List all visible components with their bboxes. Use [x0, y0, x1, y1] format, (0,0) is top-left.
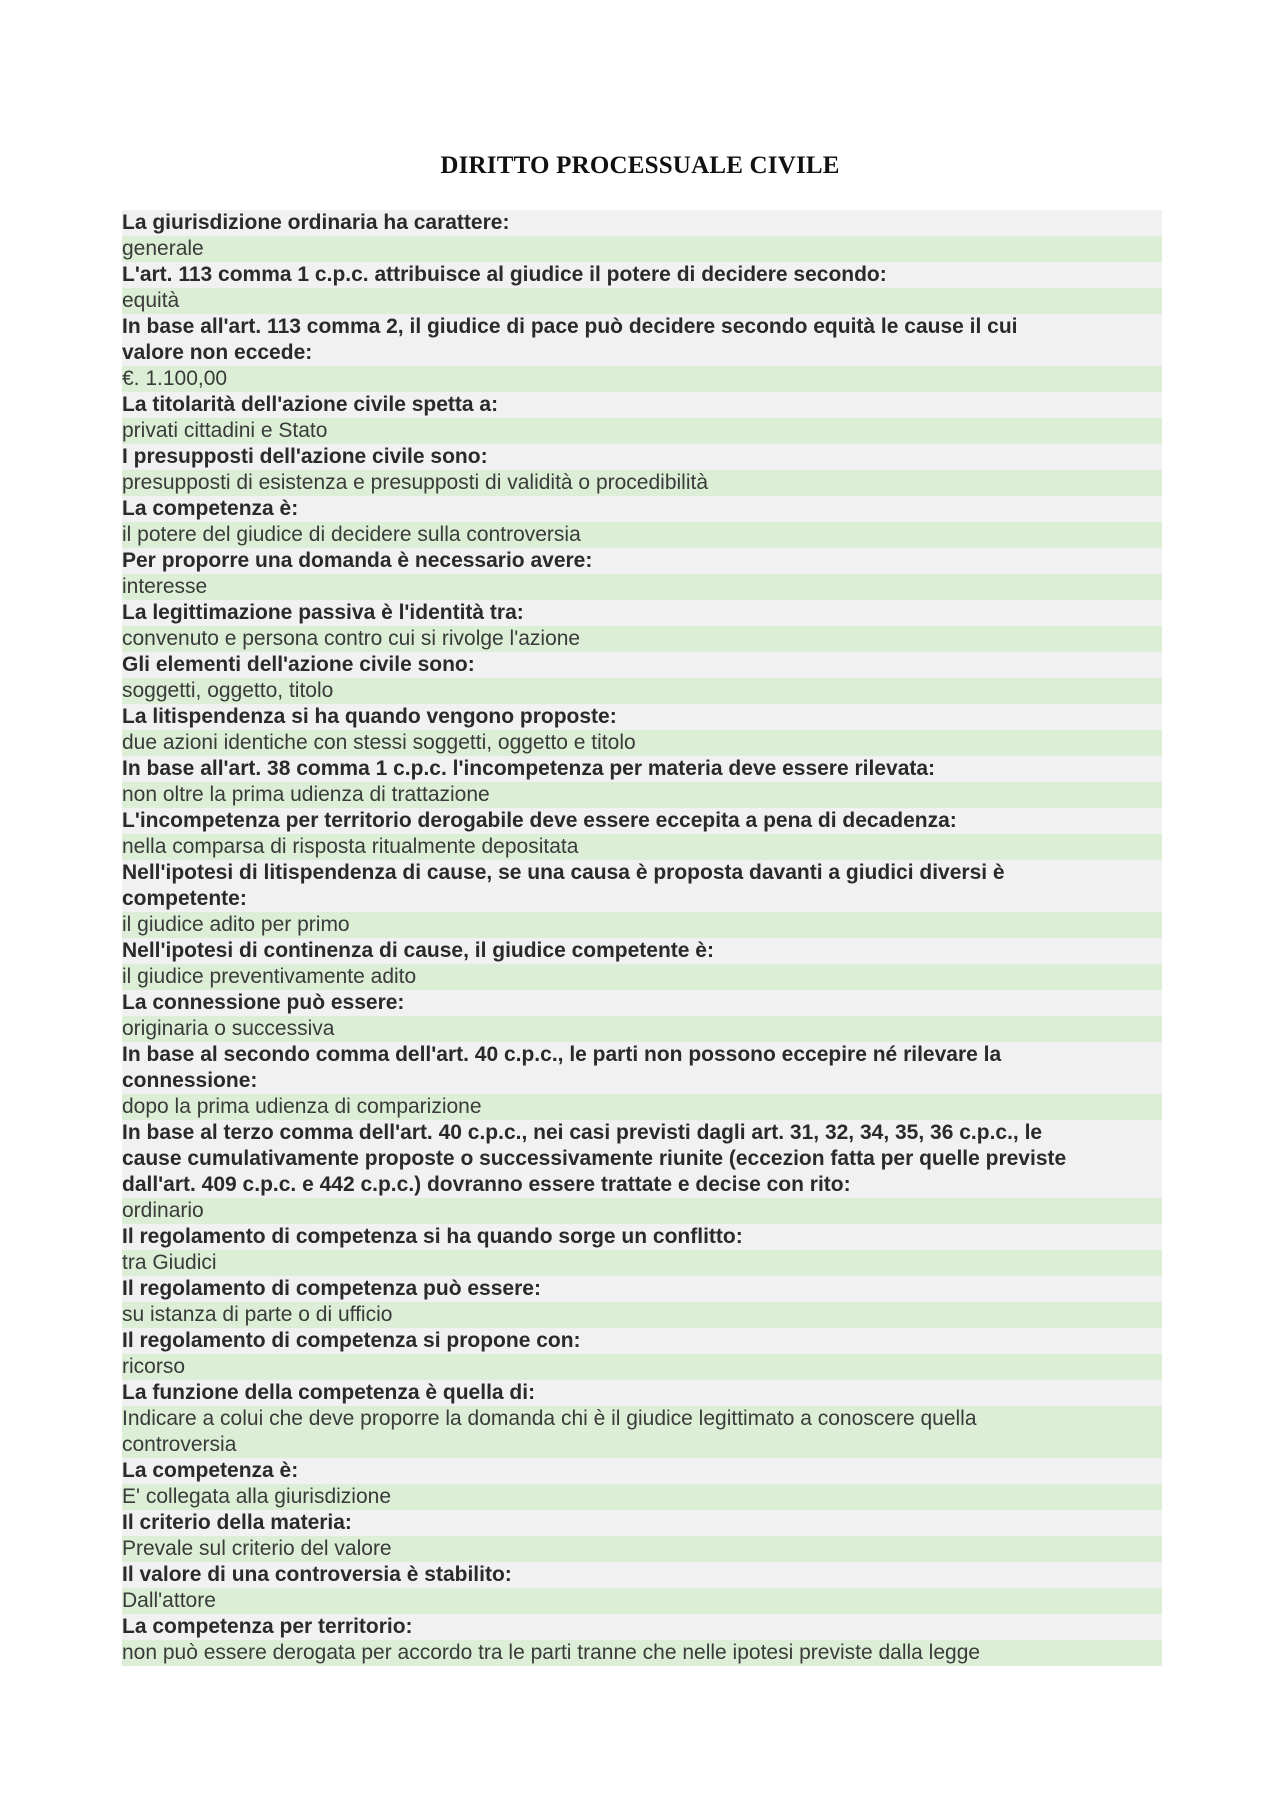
question-text: Il criterio della materia:	[122, 1511, 352, 1534]
answer-text: due azioni identiche con stessi soggetti, oggetto e titolo	[122, 731, 636, 754]
answer	[122, 522, 1162, 548]
question-text: competente:	[122, 887, 247, 910]
answer	[122, 626, 1162, 652]
question	[122, 600, 1162, 626]
qa-item	[122, 990, 1162, 1042]
question-text: La titolarità dell'azione civile spetta a:	[122, 393, 499, 416]
question-text: L'art. 113 comma 1 c.p.c. attribuisce al giudice il potere di decidere secondo:	[122, 263, 887, 286]
question	[122, 652, 1162, 678]
qa-item	[122, 1510, 1162, 1562]
question-text: valore non eccede:	[122, 341, 313, 364]
question	[122, 262, 1162, 288]
answer	[122, 470, 1162, 496]
answer-text: privati cittadini e Stato	[122, 419, 328, 442]
question	[122, 392, 1162, 418]
question	[122, 1224, 1162, 1250]
answer	[122, 912, 1162, 938]
answer-text: E' collegata alla giurisdizione	[122, 1485, 392, 1508]
answer-text: nella comparsa di risposta ritualmente depositata	[122, 835, 579, 858]
answer	[122, 1406, 1162, 1458]
answer	[122, 1588, 1162, 1614]
question-text: L'incompetenza per territorio derogabile deve essere eccepita a pena di decadenza:	[122, 809, 957, 832]
question-text: Nell'ipotesi di litispendenza di cause, se una causa è proposta davanti a giudici diversi è	[122, 861, 1005, 884]
answer-text: originaria o successiva	[122, 1017, 335, 1040]
answer-text: Dall'attore	[122, 1589, 216, 1612]
answer-text: ordinario	[122, 1199, 204, 1222]
answer-text: il giudice adito per primo	[122, 913, 350, 936]
answer-text: presupposti di esistenza e presupposti di validità o procedibilità	[122, 471, 709, 494]
qa-item	[122, 1380, 1162, 1458]
answer-text: non può essere derogata per accordo tra le parti tranne che nelle ipotesi previste dalla legge	[122, 1641, 981, 1664]
question-text: La giurisdizione ordinaria ha carattere:	[122, 211, 510, 234]
question	[122, 314, 1162, 366]
qa-item	[122, 1224, 1162, 1276]
qa-item	[122, 808, 1162, 860]
question-text: cause cumulativamente proposte o successivamente riunite (eccezion fatta per quelle previste	[122, 1147, 1067, 1170]
answer-text: non oltre la prima udienza di trattazione	[122, 783, 490, 806]
answer-text: ricorso	[122, 1355, 186, 1378]
question-text: Il regolamento di competenza si ha quando sorge un conflitto:	[122, 1225, 743, 1248]
question-text: Il valore di una controversia è stabilito:	[122, 1563, 512, 1586]
answer	[122, 236, 1162, 262]
answer-text: Indicare a colui che deve proporre la domanda chi è il giudice legittimato a conoscere quella	[122, 1407, 977, 1430]
question	[122, 548, 1162, 574]
question-text: In base all'art. 113 comma 2, il giudice di pace può decidere secondo equità le cause il cui	[122, 315, 1018, 338]
qa-item	[122, 1458, 1162, 1510]
qa-item	[122, 210, 1162, 262]
qa-item	[122, 548, 1162, 600]
question	[122, 1120, 1162, 1198]
question	[122, 444, 1162, 470]
qa-item	[122, 1276, 1162, 1328]
question-text: La legittimazione passiva è l'identità tra:	[122, 601, 524, 624]
question-text: La litispendenza si ha quando vengono proposte:	[122, 705, 617, 728]
answer	[122, 1198, 1162, 1224]
qa-item	[122, 1328, 1162, 1380]
answer	[122, 678, 1162, 704]
question-text: In base al terzo comma dell'art. 40 c.p.c., nei casi previsti dagli art. 31, 32, 34, 35, 36 c.p.c., le	[122, 1121, 1043, 1144]
answer-text: Prevale sul criterio del valore	[122, 1537, 392, 1560]
answer	[122, 1302, 1162, 1328]
answer-text: su istanza di parte o di ufficio	[122, 1303, 393, 1326]
answer-text: tra Giudici	[122, 1251, 217, 1274]
answer-text: controversia	[122, 1433, 237, 1456]
question-text: Il regolamento di competenza si propone con:	[122, 1329, 581, 1352]
question	[122, 704, 1162, 730]
question	[122, 990, 1162, 1016]
question	[122, 1562, 1162, 1588]
answer	[122, 782, 1162, 808]
answer	[122, 1640, 1162, 1666]
answer-text: equità	[122, 289, 180, 312]
page-title: DIRITTO PROCESSUALE CIVILE	[440, 152, 840, 179]
qa-item	[122, 262, 1162, 314]
question-text: Per proporre una domanda è necessario avere:	[122, 549, 593, 572]
answer-text: dopo la prima udienza di comparizione	[122, 1095, 482, 1118]
answer	[122, 574, 1162, 600]
question	[122, 1510, 1162, 1536]
answer-text: soggetti, oggetto, titolo	[122, 679, 334, 702]
answer	[122, 1016, 1162, 1042]
question-text: La competenza è:	[122, 497, 299, 520]
question	[122, 496, 1162, 522]
question-text: Il regolamento di competenza può essere:	[122, 1277, 541, 1300]
question-text: I presupposti dell'azione civile sono:	[122, 445, 488, 468]
qa-item	[122, 496, 1162, 548]
question	[122, 1380, 1162, 1406]
question-text: In base all'art. 38 comma 1 c.p.c. l'incompetenza per materia deve essere rilevata:	[122, 757, 936, 780]
answer	[122, 834, 1162, 860]
question	[122, 860, 1162, 912]
qa-item	[122, 444, 1162, 496]
qa-item	[122, 1614, 1162, 1666]
question	[122, 210, 1162, 236]
answer-text: generale	[122, 237, 204, 260]
qa-item	[122, 1120, 1162, 1224]
qa-item	[122, 938, 1162, 990]
qa-item	[122, 314, 1162, 392]
qa-item	[122, 652, 1162, 704]
answer	[122, 288, 1162, 314]
answer-text: interesse	[122, 575, 208, 598]
question	[122, 1458, 1162, 1484]
answer	[122, 1354, 1162, 1380]
qa-item	[122, 756, 1162, 808]
answer	[122, 1536, 1162, 1562]
question-text: La connessione può essere:	[122, 991, 405, 1014]
qa-item	[122, 1562, 1162, 1614]
question	[122, 1614, 1162, 1640]
question-text: Nell'ipotesi di continenza di cause, il giudice competente è:	[122, 939, 714, 962]
answer-text: €. 1.100,00	[122, 367, 228, 390]
answer	[122, 366, 1162, 392]
question	[122, 756, 1162, 782]
question-text: Gli elementi dell'azione civile sono:	[122, 653, 475, 676]
qa-item	[122, 600, 1162, 652]
qa-item	[122, 392, 1162, 444]
question	[122, 1328, 1162, 1354]
question-text: La funzione della competenza è quella di:	[122, 1381, 536, 1404]
qa-item	[122, 860, 1162, 938]
answer-text: il potere del giudice di decidere sulla controversia	[122, 523, 581, 546]
answer-text: convenuto e persona contro cui si rivolge l'azione	[122, 627, 581, 650]
question-text: In base al secondo comma dell'art. 40 c.p.c., le parti non possono eccepire né rilevare la	[122, 1043, 1002, 1066]
question-text: dall'art. 409 c.p.c. e 442 c.p.c.) dovranno essere trattate e decise con rito:	[122, 1173, 851, 1196]
qa-item	[122, 1042, 1162, 1120]
answer	[122, 730, 1162, 756]
qa-list	[122, 210, 1162, 1666]
question	[122, 1276, 1162, 1302]
question	[122, 938, 1162, 964]
answer-text: il giudice preventivamente adito	[122, 965, 417, 988]
answer	[122, 1484, 1162, 1510]
question-text: La competenza per territorio:	[122, 1615, 413, 1638]
question-text: connessione:	[122, 1069, 258, 1092]
answer	[122, 964, 1162, 990]
question	[122, 1042, 1162, 1094]
answer	[122, 418, 1162, 444]
question	[122, 808, 1162, 834]
answer	[122, 1250, 1162, 1276]
question-text: La competenza è:	[122, 1459, 299, 1482]
answer	[122, 1094, 1162, 1120]
qa-item	[122, 704, 1162, 756]
